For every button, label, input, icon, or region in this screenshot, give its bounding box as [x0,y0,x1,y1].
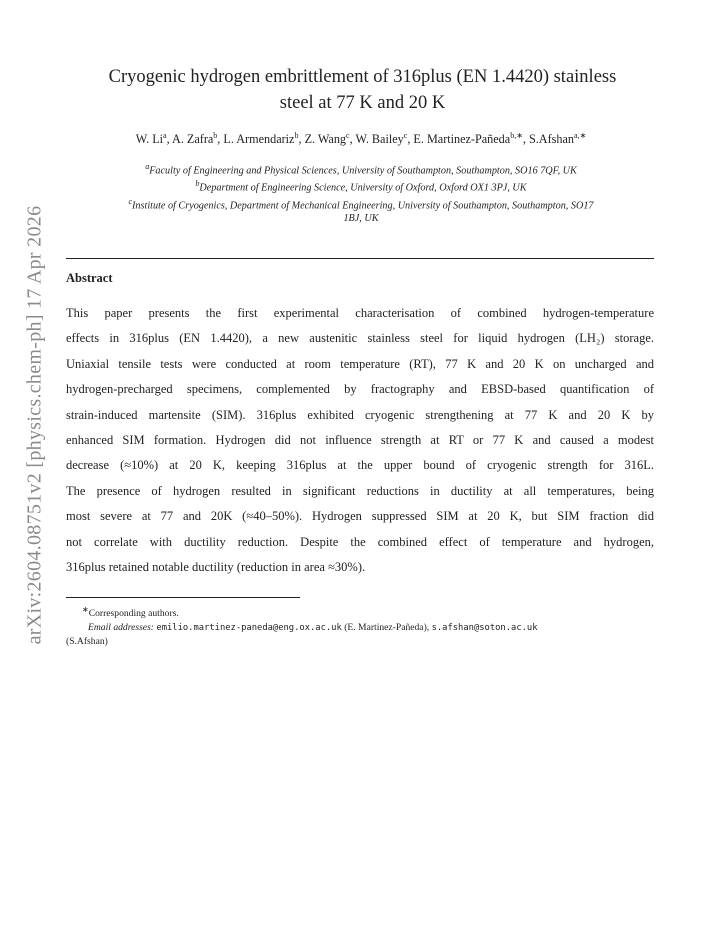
corresponding-authors-note: ∗Corresponding authors. [82,605,179,620]
arxiv-identifier: arXiv:2604.08751v2 [physics.chem-ph] 17 Apr 2026 [23,205,46,645]
author: W. Li$^a$, [135,131,173,147]
abstract-line: hydrogen-precharged specimens, complemented by fractography and EBSD-based quantification of [66,382,654,397]
abstract-line: most severe at 77 and 20K (≈40–50%). Hydrogen suppressed SIM at 20 K, but SIM fraction did [66,509,654,524]
email-addresses: Email addresses: emilio.martinez-paneda@eng.ox.ac.uk (E. Martinez-Pañeda), s.afshan@soton.ac.uk [88,621,538,633]
affiliation-c: $^c$Institute of Cryogenics, Department of Mechanical Engineering, University of Southampton, Southampton, SO17 [128,196,594,212]
abstract-line: decrease (≈10%) at 20 K, keeping 316plus at the upper bound of cryogenic strength for 316L. [66,458,654,473]
author: Z. Wang$^c$, [304,131,356,147]
affiliation-a: $^a$Faculty of Engineering and Physical Sciences, University of Southampton, Southampton, SO16 7QF, UK [145,162,577,177]
paper-title [70,64,655,116]
abstract-line: The presence of hydrogen resulted in significant reductions in ductility at all temperatures, being [66,483,654,498]
footnote-divider [66,597,300,598]
abstract-line: 316plus retained notable ductility (reduction in area ≈30%). [66,559,366,574]
email-link[interactable]: s.afshan@soton.ac.uk [431,622,538,633]
affiliations [66,160,656,225]
abstract-line: Uniaxial tensile tests were conducted at room temperature (RT), 77 K and 20 K on uncharged and [66,356,654,371]
author-list [66,131,656,147]
email-owner: (S.Afshan) [66,636,108,648]
affiliation-c-continued: 1BJ, UK [343,213,379,225]
abstract-line: This paper presents the first experimental characterisation of combined hydrogen-temperature [66,306,654,320]
abstract-line: not correlate with ductility reduction. Despite the combined effect of temperature and hydrogen, [66,534,654,549]
abstract-line: effects in 316plus (EN 1.4420), a new austenitic stainless steel for liquid hydrogen (LH₂) storage. [66,331,654,346]
author: S.Afshan$^{a,∗}$ [528,131,587,147]
email-link[interactable]: emilio.martinez-paneda@eng.ox.ac.uk [156,622,342,633]
abstract-line: enhanced SIM formation. Hydrogen did not influence strength at RT or 77 K and caused a modest [66,432,654,447]
abstract-heading: Abstract [66,271,113,285]
affiliation-b: $^b$Department of Engineering Science, University of Oxford, Oxford OX1 3PJ, UK [195,179,527,194]
title-line-2: steel at 77 K and 20 K [279,93,446,113]
abstract-text [66,301,654,580]
title-line-1: Cryogenic hydrogen embrittlement of 316plus (EN 1.4420) stainless [108,67,617,87]
author: A. Zafra$^b$, [172,131,224,147]
abstract-line: strain-induced martensite (SIM). 316plus exhibited cryogenic strengthening at 77 K and 20 K by [66,407,654,422]
author: E. Martinez-Pañeda$^{b,∗}$, [413,131,529,147]
author: W. Bailey$^c$, [355,131,414,147]
footnote [66,603,656,649]
header-divider [66,258,654,259]
author: L. Armendariz$^b$, [223,131,305,147]
